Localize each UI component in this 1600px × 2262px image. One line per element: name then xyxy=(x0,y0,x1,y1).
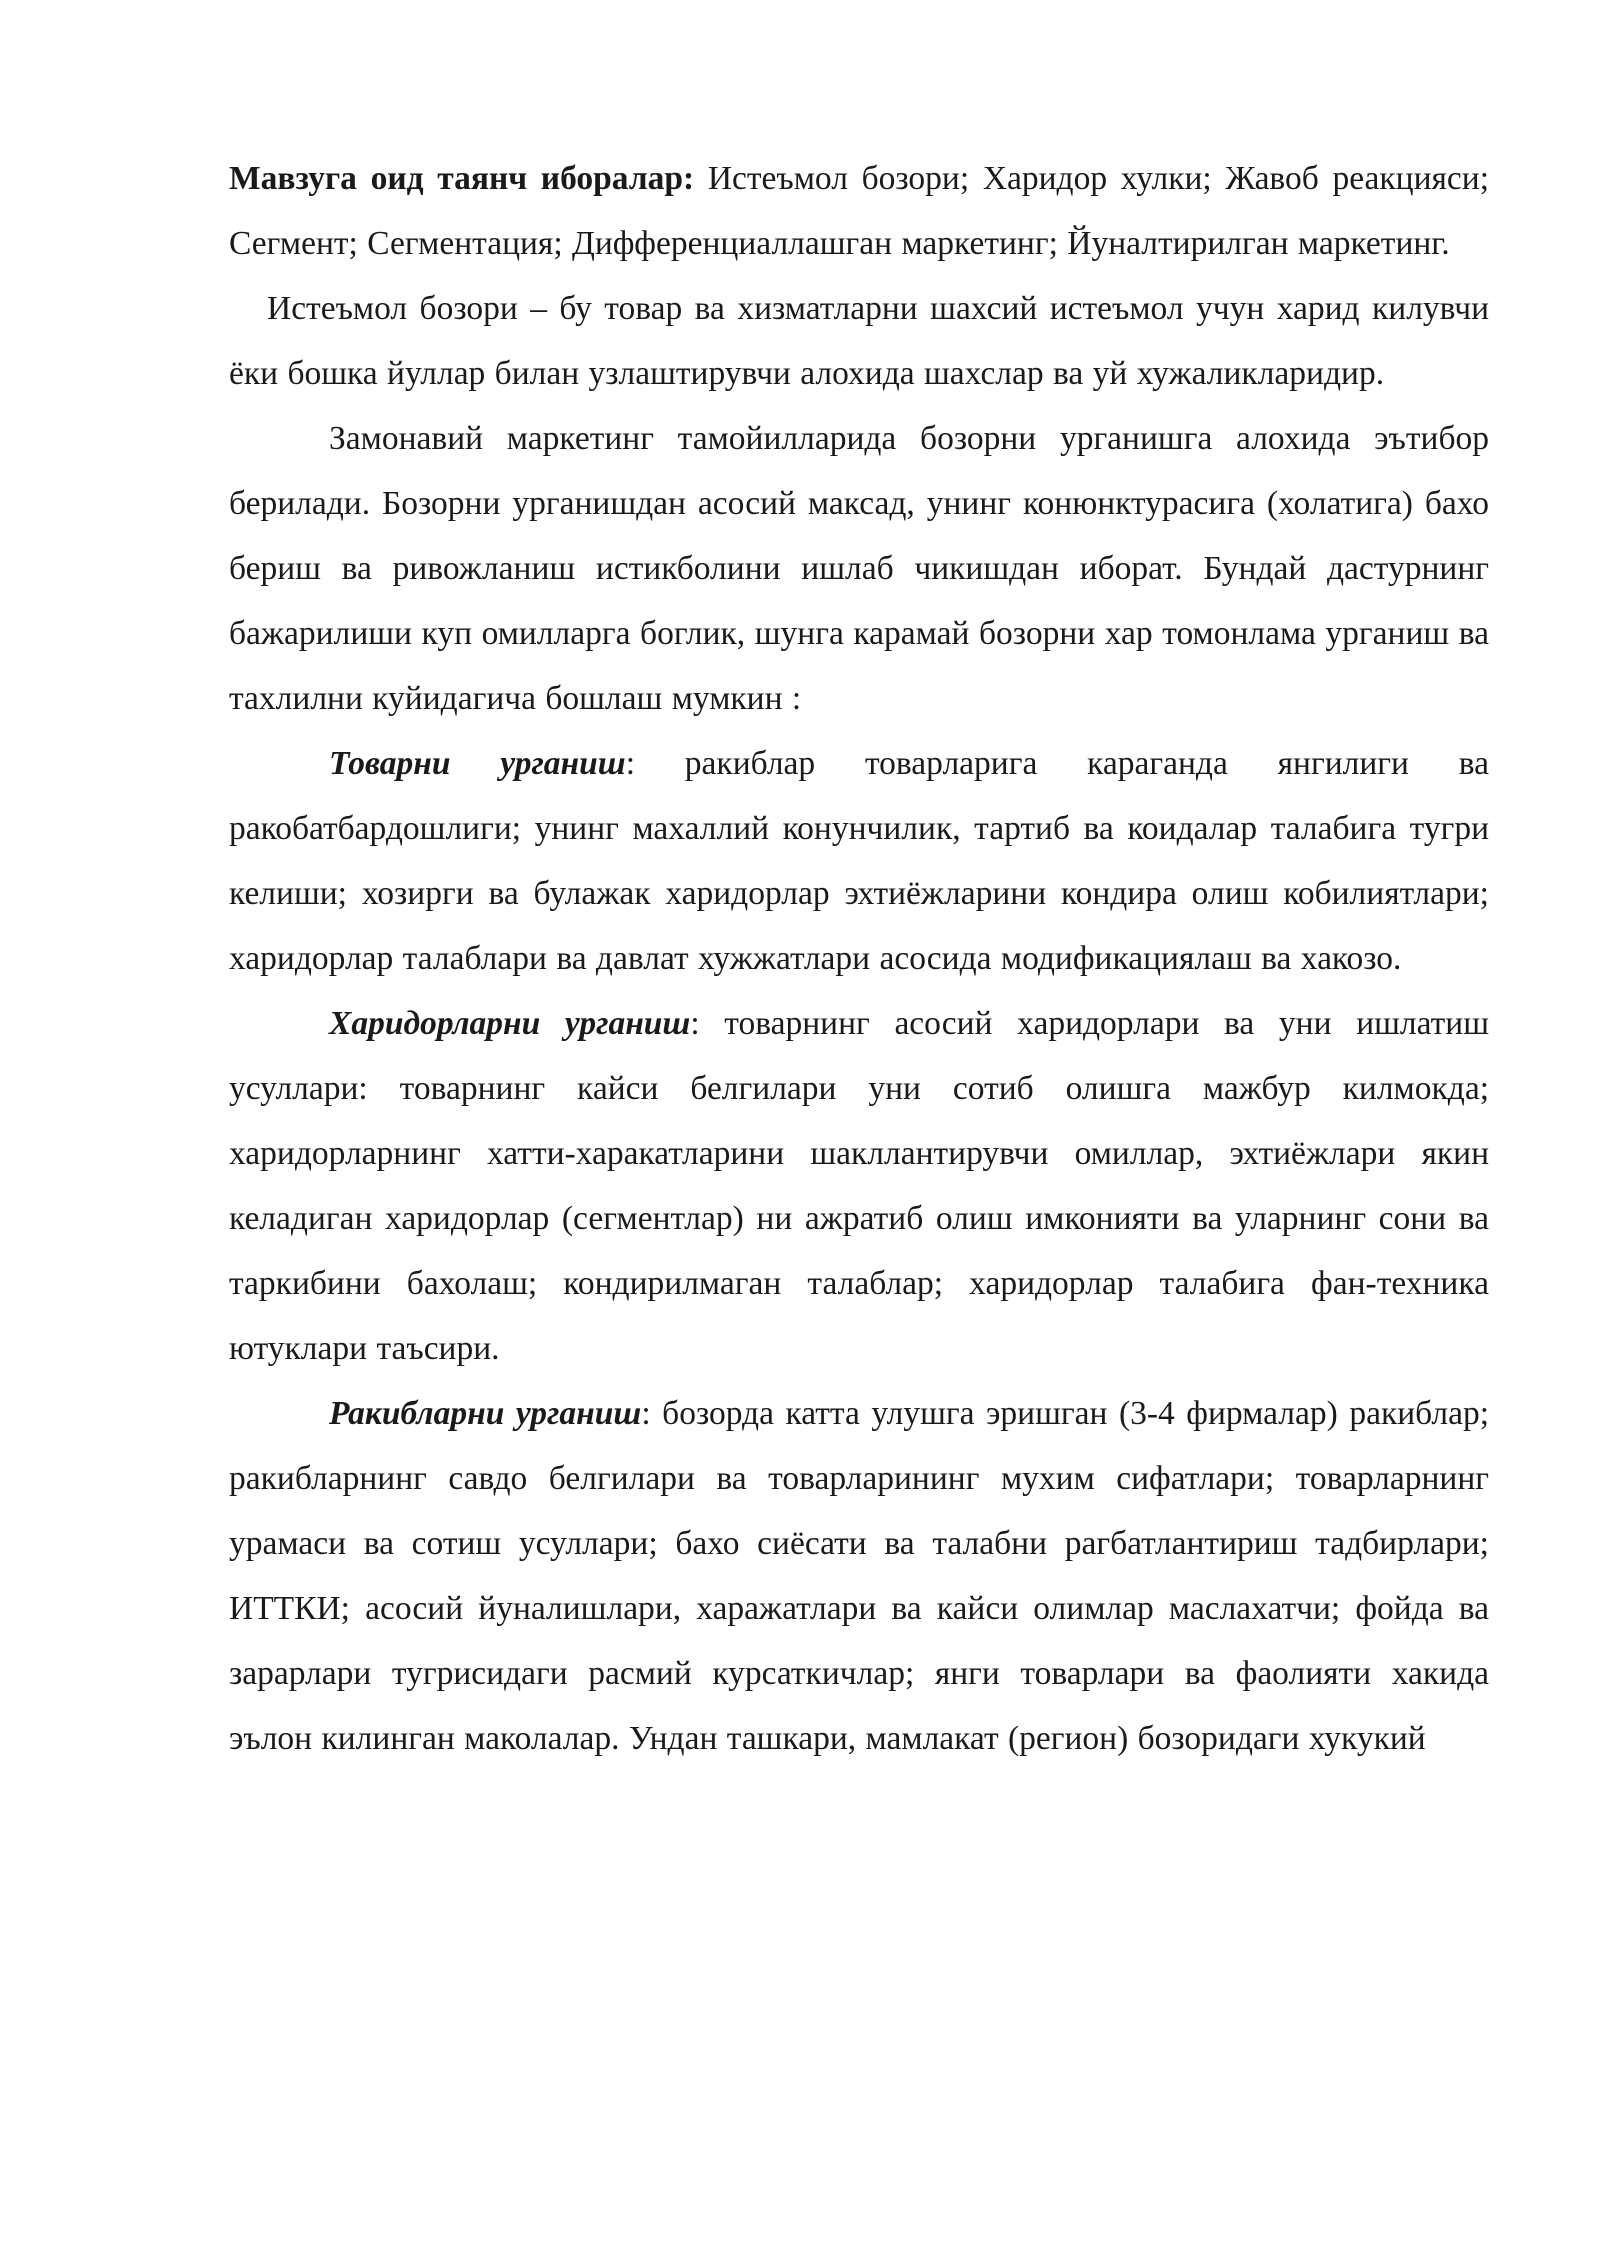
section-text: : ракиблар товарларига караганда янгилиги ва ракобатбардошлиги; унинг махаллий конунчилик, тартиб ва коидалар талабига тугри келиши; хозирги ва булажак харидорлар эхтиёжларини кондира олиш кобилиятлари; харидорлар талаблари ва давлат хужжатлари асосида модификациялаш ва хакозо. xyxy=(229,745,1489,977)
keywords-text: Истеъмол бозори; Харидор хулки; Жавоб реакцияси; Сегмент; Сегментация; Дифференциаллашган маркетинг; Йуналтирилган маркетинг. xyxy=(229,160,1490,262)
section-competitors-paragraph xyxy=(229,1381,1489,1771)
section-title: Харидорларни урганиш xyxy=(329,1005,691,1042)
keywords-paragraph xyxy=(229,146,1489,276)
section-text: : бозорда катта улушга эришган (3-4 фирмалар) ракиблар; ракибларнинг савдо белгилари ва товарларининг мухим сифатлари; товарларнинг урамаси ва сотиш усуллари; бахо сиёсати ва талабни рагбатлантириш тадбирлари; ИТТКИ; асосий йуналишлари, харажатлари ва кайси олимлар маслахатчи; фойда ва зарарлари тугрисидаги расмий курсаткичлар; янги товарлари ва фаолияти хакида эълон килинган маколалар. Ундан ташкари, мамлакат (регион) бозоридаги хукукий xyxy=(229,1395,1489,1757)
intro-paragraph: Замонавий маркетинг тамойилларида бозорни урганишга алохида эътибор берилади. Бозорни урганишдан асосий максад, унинг конюнктурасига (холатига) бахо бериш ва ривожланиш истикболини ишлаб чикишдан иборат. Бундай дастурнинг бажарилиши куп омилларга боглик, шунга карамай бозорни хар томонлама урганиш ва тахлилни куйидагича бошлаш мумкин : xyxy=(229,420,1489,717)
section-text: : товарнинг асосий харидорлари ва уни ишлатиш усуллари: товарнинг кайси белгилари уни сотиб олишга мажбур килмокда; харидорларнинг хатти-харакатларини шакллантирувчи омиллар, эхтиёжлари якин келадиган харидорлар (сегментлар) ни ажратиб олиш имконияти ва уларнинг сони ва таркибини бахолаш; кондирилмаган талаблар; харидорлар талабига фан-техника ютуклари таъсири. xyxy=(229,1005,1490,1367)
definition-paragraph: Истеъмол бозори – бу товар ва хизматларни шахсий истеъмол учун харид килувчи ёки бошка йуллар билан узлаштирувчи алохида шахслар ва уй хужаликларидир. xyxy=(229,290,1489,392)
document-page xyxy=(229,146,1489,1771)
section-product-paragraph xyxy=(229,731,1489,991)
section-title: Ракибларни урганиш xyxy=(329,1395,642,1432)
section-title: Товарни урганиш xyxy=(329,745,626,782)
section-buyers-paragraph xyxy=(229,991,1489,1381)
keywords-label: Мавзуга оид таянч иборалар: xyxy=(229,160,695,197)
